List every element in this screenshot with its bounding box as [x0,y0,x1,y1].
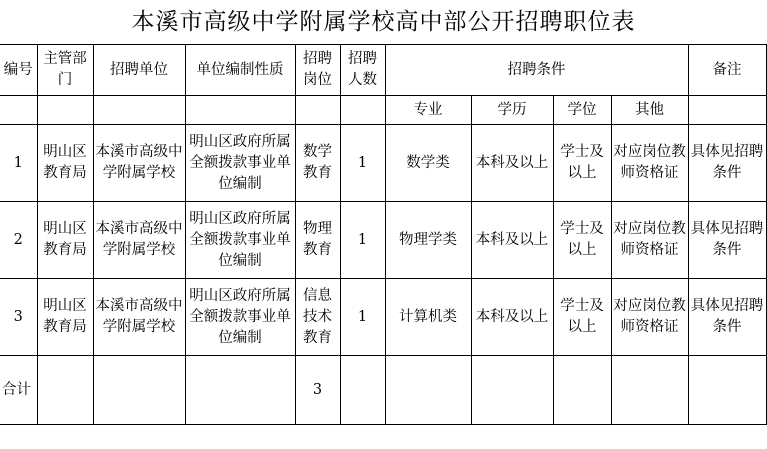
cell-no: 1 [0,125,37,202]
cell-dept: 明山区教育局 [37,279,93,356]
cell-degree: 学士及以上 [553,202,611,279]
cell-remark: 具体见招聘条件 [688,279,766,356]
empty-cell [0,96,37,125]
cell-nature: 明山区政府所属全额拨款事业单位编制 [185,125,295,202]
total-label: 合计 [0,356,37,425]
empty-cell [553,356,611,425]
empty-cell [93,356,185,425]
header-remark: 备注 [688,45,766,96]
sub-header-education: 学历 [471,96,553,125]
sub-header-degree: 学位 [553,96,611,125]
empty-cell [93,96,185,125]
empty-cell [611,356,688,425]
header-nature: 单位编制性质 [185,45,295,96]
cell-other: 对应岗位教师资格证 [611,279,688,356]
empty-cell [340,356,385,425]
header-count: 招聘人数 [340,45,385,96]
cell-dept: 明山区教育局 [37,202,93,279]
cell-nature: 明山区政府所属全额拨款事业单位编制 [185,202,295,279]
cell-other: 对应岗位教师资格证 [611,202,688,279]
cell-education: 本科及以上 [471,279,553,356]
cell-nature: 明山区政府所属全额拨款事业单位编制 [185,279,295,356]
cell-no: 3 [0,279,37,356]
cell-dept: 明山区教育局 [37,125,93,202]
page-title: 本溪市高级中学附属学校高中部公开招聘职位表 [131,9,636,35]
cell-remark: 具体见招聘条件 [688,125,766,202]
header-conditions: 招聘条件 [385,45,688,96]
sub-header-other: 其他 [611,96,688,125]
cell-degree: 学士及以上 [553,279,611,356]
cell-major: 计算机类 [385,279,471,356]
total-row [0,356,766,425]
table-row [0,202,766,279]
header-unit: 招聘单位 [93,45,185,96]
cell-degree: 学士及以上 [553,125,611,202]
cell-count: 1 [340,279,385,356]
cell-post: 数学教育 [295,125,340,202]
empty-cell [185,356,295,425]
empty-cell [295,96,340,125]
sub-header-row [0,96,766,125]
cell-unit: 本溪市高级中学附属学校 [93,125,185,202]
empty-cell [688,96,766,125]
table-row [0,125,766,202]
empty-cell [688,356,766,425]
header-no: 编号 [0,45,37,96]
cell-education: 本科及以上 [471,202,553,279]
cell-post: 物理教育 [295,202,340,279]
recruitment-table [0,44,767,425]
cell-count: 1 [340,202,385,279]
header-post: 招聘岗位 [295,45,340,96]
empty-cell [471,356,553,425]
total-count: 3 [295,356,340,425]
header-dept: 主管部门 [37,45,93,96]
cell-unit: 本溪市高级中学附属学校 [93,202,185,279]
empty-cell [385,356,471,425]
header-row [0,45,766,96]
empty-cell [185,96,295,125]
cell-no: 2 [0,202,37,279]
cell-unit: 本溪市高级中学附属学校 [93,279,185,356]
cell-post: 信息技术教育 [295,279,340,356]
empty-cell [37,96,93,125]
empty-cell [340,96,385,125]
cell-major: 物理学类 [385,202,471,279]
table-row [0,279,766,356]
cell-remark: 具体见招聘条件 [688,202,766,279]
cell-major: 数学类 [385,125,471,202]
cell-other: 对应岗位教师资格证 [611,125,688,202]
sub-header-major: 专业 [385,96,471,125]
cell-education: 本科及以上 [471,125,553,202]
cell-count: 1 [340,125,385,202]
empty-cell [37,356,93,425]
